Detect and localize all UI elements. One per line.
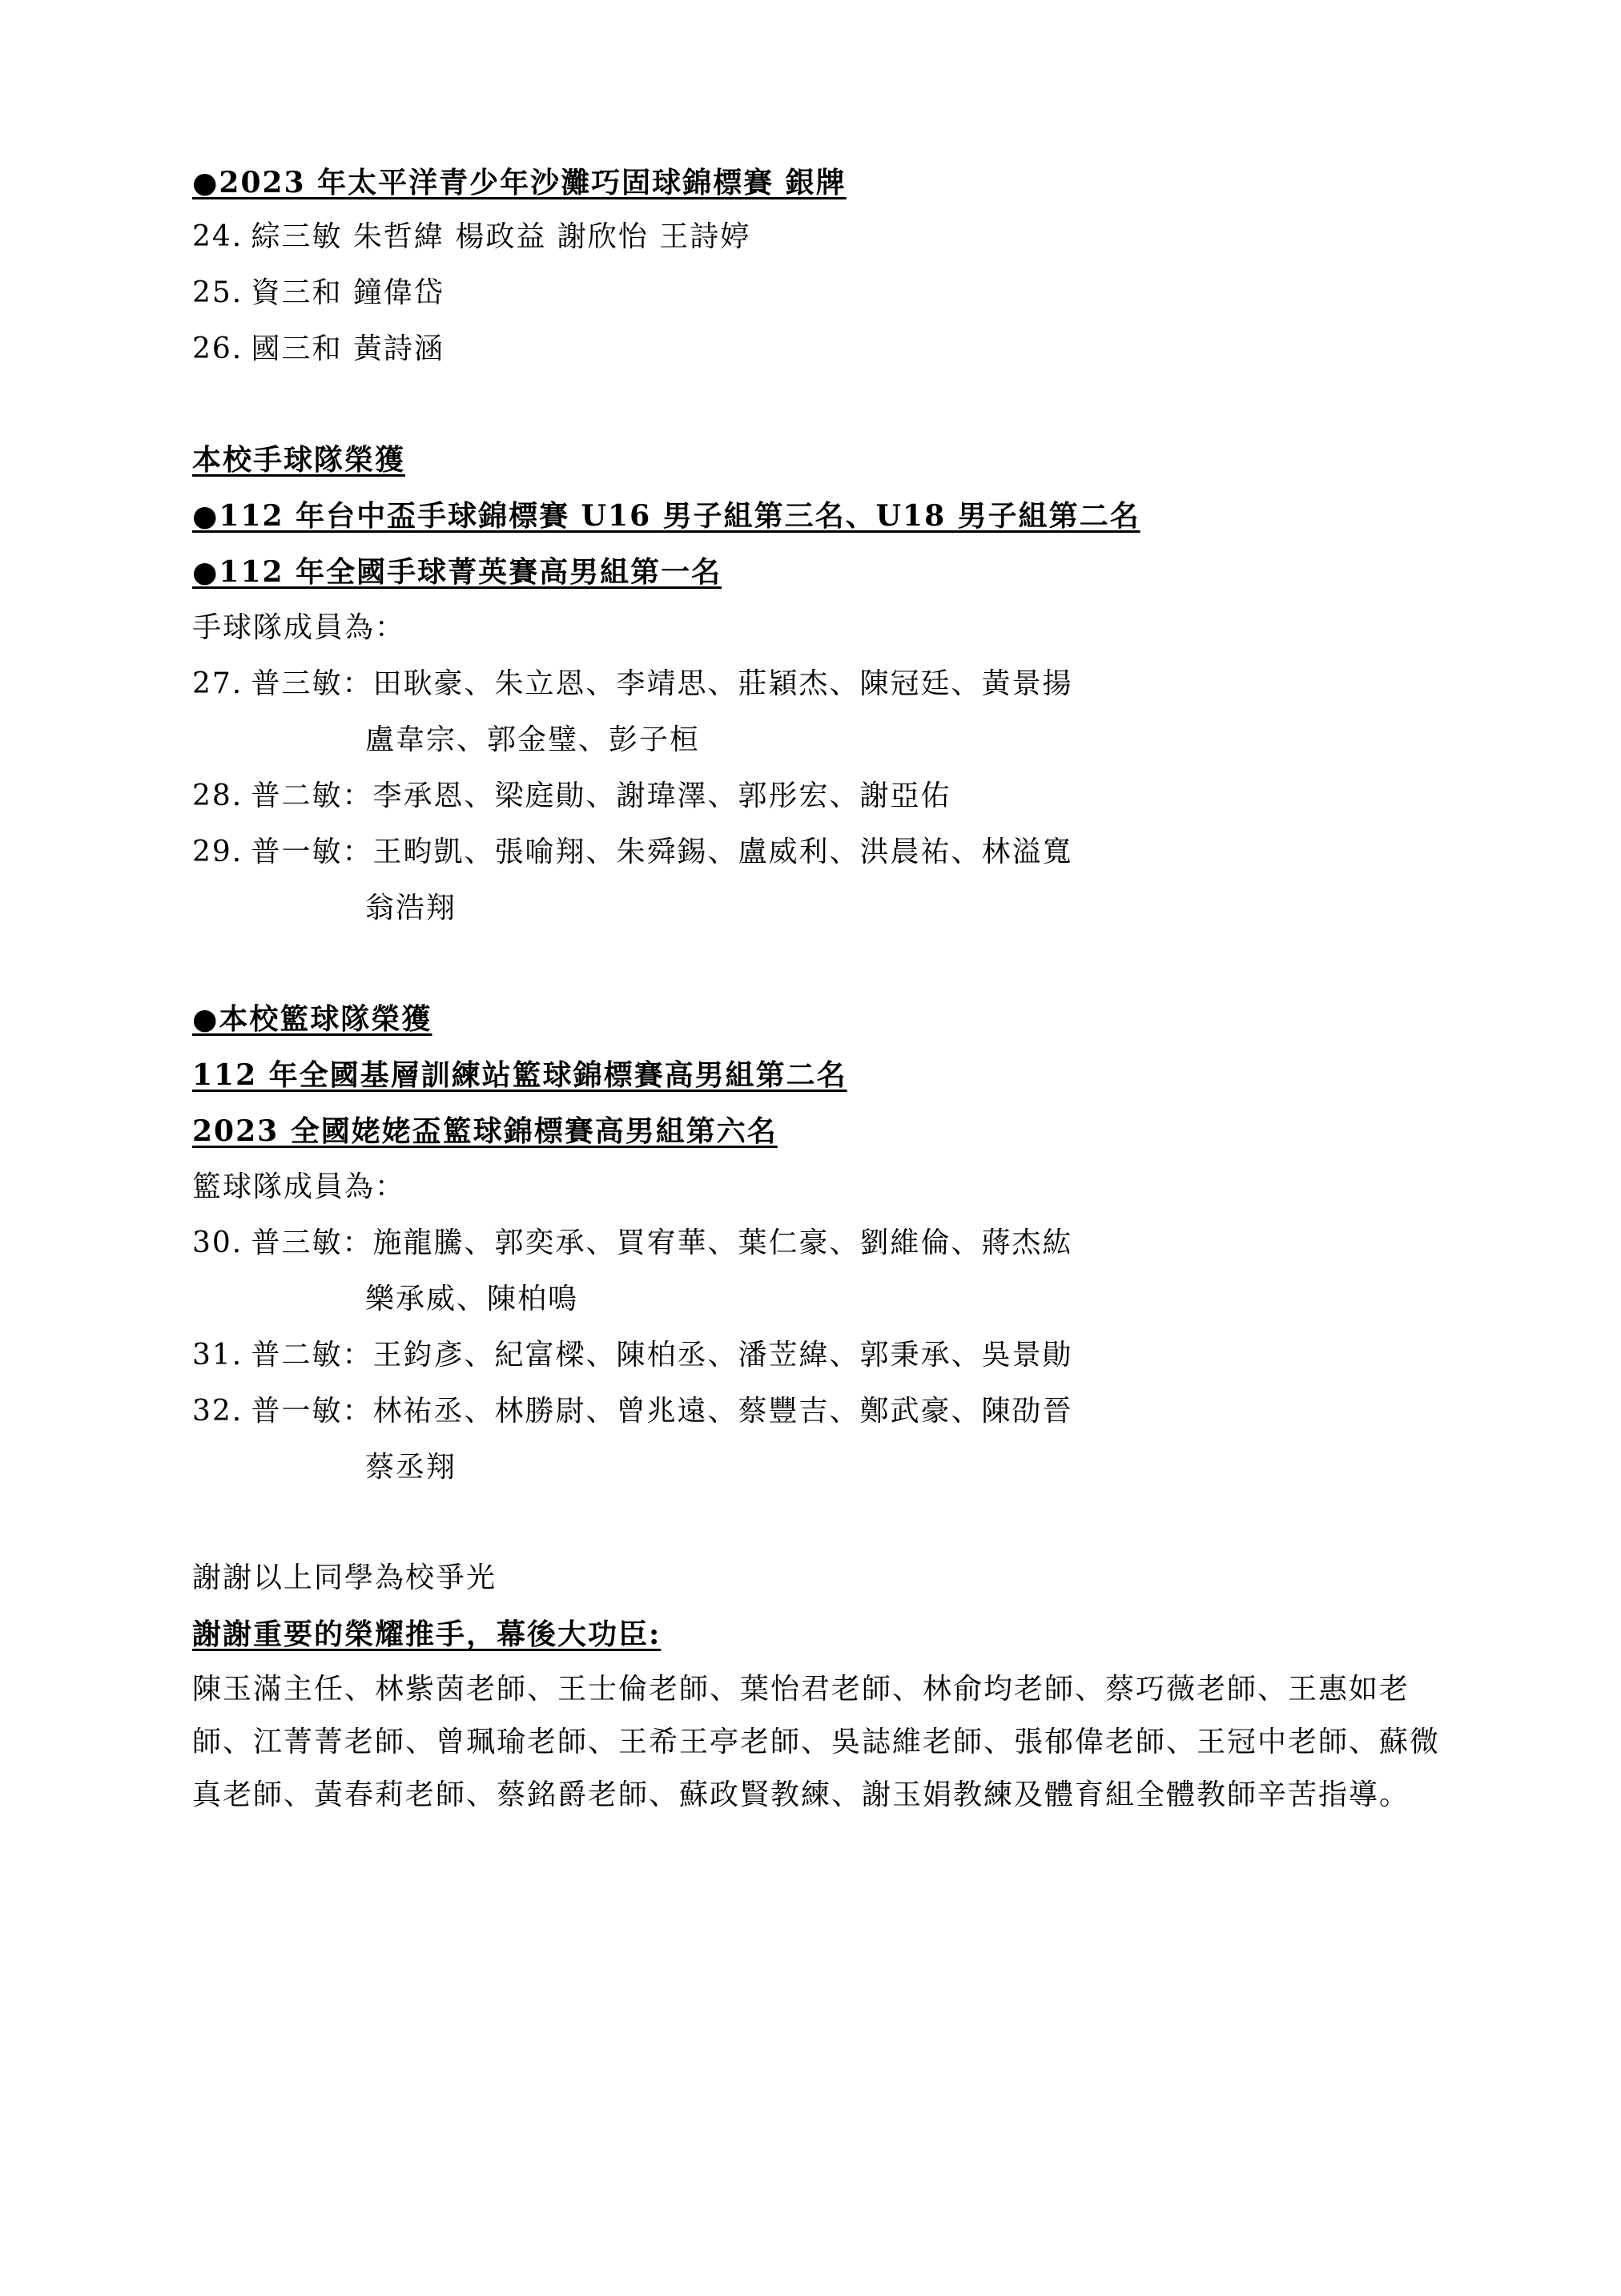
item-continuation: 盧韋宗、郭金璧、彭子桓 — [365, 723, 701, 756]
list-item — [192, 332, 444, 367]
list-item — [192, 779, 951, 814]
basketball-members-label: 籃球隊成員為： — [192, 1170, 406, 1203]
item-number: 24. — [192, 220, 243, 253]
item-text: 普一敏：林祐丞、林勝尉、曾兆遠、蔡豐吉、鄭武豪、陳劭晉 — [251, 1395, 1073, 1428]
item-text: 普二敏：王鈞彥、紀富樑、陳柏丞、潘苙緯、郭秉承、吳景勛 — [251, 1339, 1073, 1372]
item-continuation: 樂承威、陳柏鳴 — [365, 1283, 579, 1315]
handball-award-2: ●112 年全國手球菁英賽高男組第一名 — [192, 555, 722, 589]
list-item — [192, 1226, 1072, 1261]
item-text: 綜三敏 朱哲緯 楊政益 謝欣怡 王詩婷 — [251, 220, 751, 253]
list-item — [192, 276, 444, 311]
item-number: 25. — [192, 276, 243, 309]
item-text: 普三敏：施龍騰、郭奕承、買宥華、葉仁豪、劉維倫、蔣杰紘 — [251, 1227, 1073, 1259]
thanks-line: 謝謝以上同學為校爭光 — [192, 1561, 497, 1594]
handball-title: 本校手球隊榮獲 — [192, 443, 406, 477]
basketball-award-1: 112 年全國基層訓練站籃球錦標賽高男組第二名 — [192, 1058, 847, 1092]
basketball-title: ●本校籃球隊榮獲 — [192, 1002, 432, 1036]
list-item — [192, 1338, 1072, 1373]
list-item — [192, 1394, 1072, 1429]
handball-members-label: 手球隊成員為： — [192, 611, 406, 644]
item-continuation: 蔡丞翔 — [365, 1451, 457, 1484]
thanks-heading: 謝謝重要的榮耀推手，幕後大功臣: — [192, 1617, 662, 1651]
item-text: 普二敏：李承恩、梁庭勛、謝瑋澤、郭彤宏、謝亞佑 — [251, 779, 951, 812]
item-text: 資三和 鐘偉岱 — [251, 276, 444, 309]
item-number: 28. — [192, 779, 243, 812]
item-text: 普一敏：王畇凱、張喻翔、朱舜錫、盧威利、洪晨祐、林溢寬 — [251, 836, 1073, 868]
list-item — [192, 835, 1072, 870]
item-number: 30. — [192, 1227, 243, 1259]
item-number: 31. — [192, 1339, 243, 1372]
basketball-award-2: 2023 全國姥姥盃籃球錦標賽高男組第六名 — [192, 1114, 778, 1148]
handball-award-1: ●112 年台中盃手球錦標賽 U16 男子組第三名、U18 男子組第二名 — [192, 499, 1140, 533]
item-text: 國三和 黃詩涵 — [251, 332, 444, 365]
list-item — [192, 667, 1072, 702]
list-item — [192, 220, 750, 255]
item-continuation: 翁浩翔 — [365, 892, 457, 924]
item-number: 29. — [192, 836, 243, 868]
beach-heading: ●2023 年太平洋青少年沙灘巧固球錦標賽 銀牌 — [192, 166, 847, 199]
item-text: 普三敏：田耿豪、朱立恩、李靖思、莊穎杰、陳冠廷、黃景揚 — [251, 667, 1073, 700]
item-number: 27. — [192, 667, 243, 700]
thanks-body: 陳玉滿主任、林紫茵老師、王士倫老師、葉怡君老師、林俞均老師、蔡巧薇老師、王惠如老師、江菁菁老師、曾珮瑜老師、王希王亭老師、吳誌維老師、張郁偉老師、王冠中老師、蘇微真老師、黃春莉老師、蔡銘爵老師、蘇政賢教練、謝玉娟教練及體育組全體教師辛苦指導。 — [192, 1673, 1441, 1811]
item-number: 26. — [192, 332, 243, 365]
item-number: 32. — [192, 1395, 243, 1428]
